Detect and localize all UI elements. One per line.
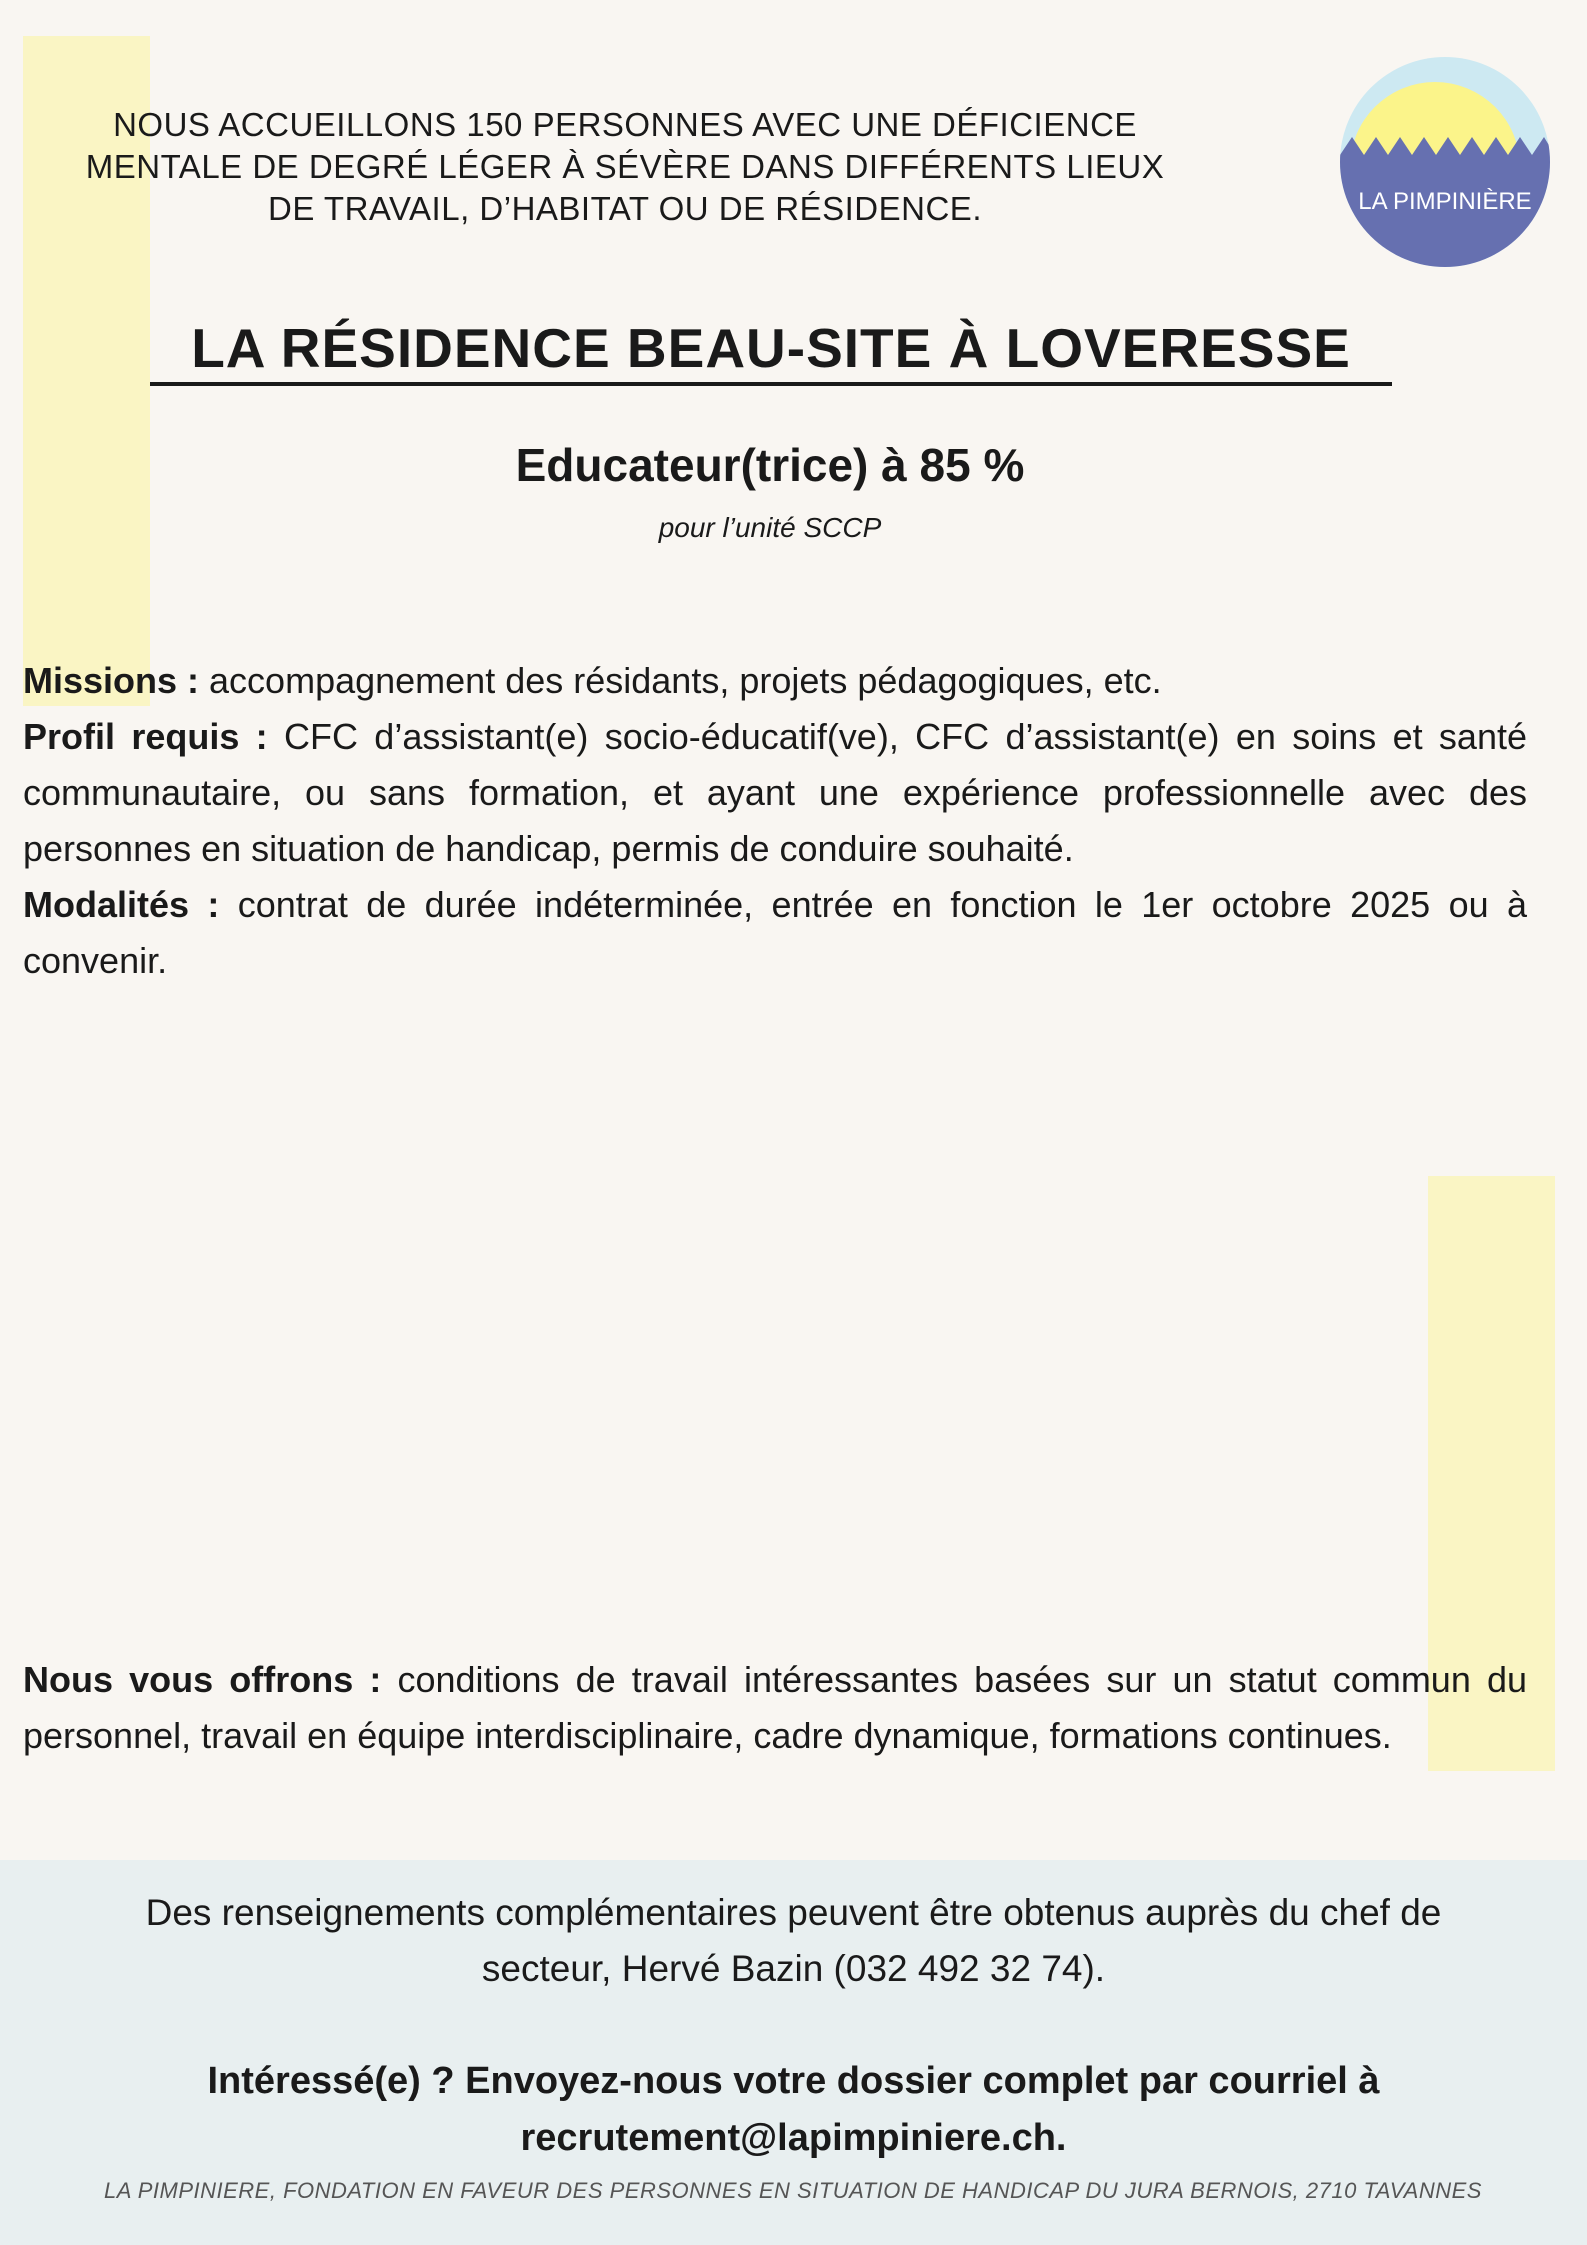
- modalites-paragraph: [23, 877, 1527, 989]
- job-subtitle: pour l’unité SCCP: [658, 512, 882, 543]
- logo-text: LA PIMPINIÈRE: [1358, 188, 1532, 215]
- la-pimpiniere-logo: [1340, 57, 1550, 267]
- recruitment-email[interactable]: recrutement@lapimpiniere.ch.: [520, 2117, 1067, 2159]
- profil-label: Profil requis :: [23, 716, 268, 757]
- job-title: Educateur(trice) à 85 %: [515, 439, 1025, 491]
- missions-label: Missions :: [23, 660, 200, 701]
- offer-section: [23, 1652, 1527, 1764]
- contact-info-line: Des renseignements complémentaires peuvent être obtenus auprès du chef de: [145, 1892, 1442, 1933]
- profil-paragraph: [23, 709, 1527, 877]
- offer-label: Nous vous offrons :: [23, 1659, 382, 1700]
- intro-line: NOUS ACCUEILLONS 150 PERSONNES AVEC UNE DÉFICIENCE: [113, 106, 1137, 143]
- contact-info-line: secteur, Hervé Bazin (032 492 32 74).: [481, 1948, 1106, 1989]
- foundation-line: LA PIMPINIERE, FONDATION EN FAVEUR DES PERSONNES EN SITUATION DE HANDICAP DU JURA BERNOIS, 2710 TAVANNES: [104, 2178, 1482, 2203]
- page-heading: LA RÉSIDENCE BEAU-SITE À LOVERESSE: [191, 317, 1351, 379]
- contact-info: [30, 1885, 1557, 1997]
- missions-paragraph: [23, 653, 1527, 709]
- offer-paragraph: [23, 1652, 1527, 1764]
- missions-text: accompagnement des résidants, projets pédagogiques, etc.: [199, 660, 1162, 701]
- application-cta: [30, 2053, 1557, 2167]
- job-details: [23, 653, 1527, 989]
- intro-line: MENTALE DE DEGRÉ LÉGER À SÉVÈRE DANS DIFFÉRENTS LIEUX: [85, 148, 1165, 185]
- intro-line: DE TRAVAIL, D’HABITAT OU DE RÉSIDENCE.: [268, 190, 982, 227]
- modalites-text: contrat de durée indéterminée, entrée en fonction le 1er octobre 2025 ou à convenir.: [23, 884, 1528, 981]
- intro-text: [60, 104, 1190, 230]
- heading-underline: [150, 382, 1392, 386]
- offer-text: conditions de travail intéressantes basées sur un statut commun du personnel, travail en équipe interdisciplinaire, cadre dynamique, formations continues.: [23, 1659, 1527, 1756]
- cta-line: Intéressé(e) ? Envoyez-nous votre dossier complet par courriel à: [207, 2060, 1380, 2102]
- modalites-label: Modalités :: [23, 884, 220, 925]
- profil-text: CFC d’assistant(e) socio-éducatif(ve), CFC d’assistant(e) en soins et santé communautaire, ou sans formation, et ayant une expérience professionnelle avec des personnes en situation de handicap, permis de conduire souhaité.: [23, 716, 1527, 869]
